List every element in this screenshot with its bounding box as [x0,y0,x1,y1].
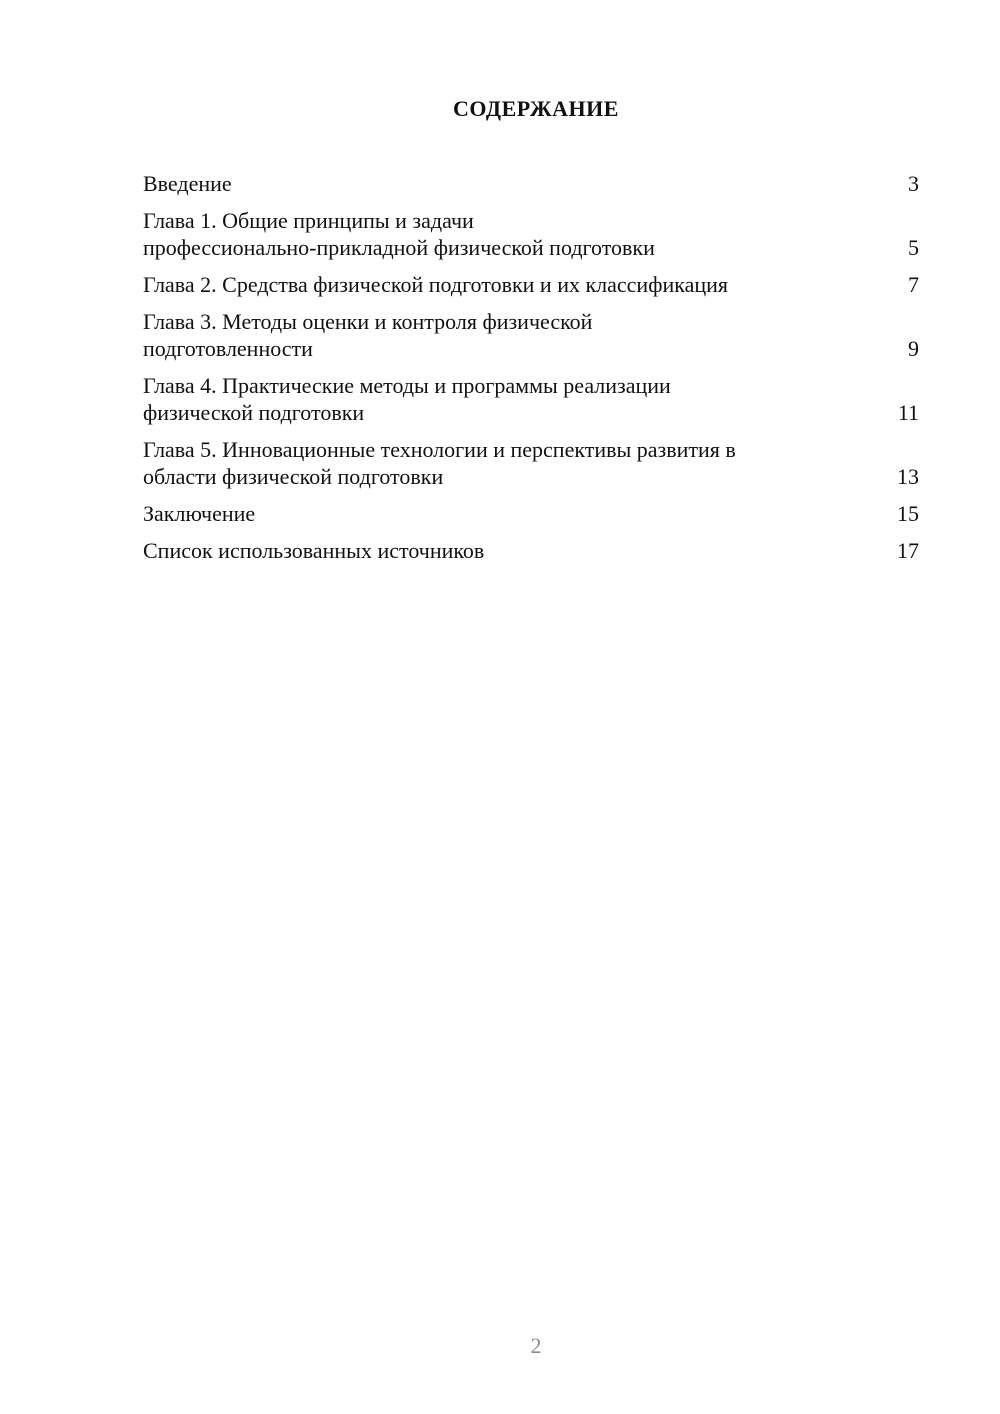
toc-entry-line: Список использованных источников [143,538,485,563]
page-title: СОДЕРЖАНИЕ [453,96,619,121]
toc-entry-line: Глава 5. Инновационные технологии и перспективы развития в [143,437,736,462]
toc-entry-line: Глава 4. Практические методы и программы реализации [143,373,671,398]
toc-entry-line: профессионально-прикладной физической подготовки [143,235,655,260]
toc-entry-chapter-5[interactable] [143,436,919,490]
toc-entry-chapter-1[interactable] [143,207,919,261]
toc-entry-text [143,308,889,362]
toc-entry-line: подготовленности [143,336,313,361]
toc-entry-line: Глава 1. Общие принципы и задачи [143,208,474,233]
toc-entry-page-number: 17 [897,538,919,563]
toc-entry-page-number: 7 [908,272,919,297]
toc-entry-line: Введение [143,171,232,196]
toc-entry-line: Глава 2. Средства физической подготовки и их классификация [143,272,729,297]
toc-entry-line: Заключение [143,501,256,526]
toc-entry-text [143,537,889,564]
toc-entry-text [143,372,889,426]
toc-entry-text [143,436,889,490]
toc-entry-line: области физической подготовки [143,464,444,489]
toc-entry-text [143,500,889,527]
toc-entry-chapter-2[interactable] [143,271,919,298]
page-number: 2 [530,1333,542,1358]
toc-entry-page-number: 9 [908,336,919,361]
table-of-contents [143,170,919,574]
toc-entry-chapter-4[interactable] [143,372,919,426]
toc-entry-text [143,170,889,197]
toc-entry-page-number: 15 [897,501,919,526]
toc-entry-page-number: 13 [897,464,919,489]
toc-entry-references[interactable] [143,537,919,564]
toc-entry-line: Глава 3. Методы оценки и контроля физической [143,309,593,334]
toc-entry-introduction[interactable] [143,170,919,197]
toc-entry-text [143,207,889,261]
toc-entry-text [143,271,889,298]
toc-entry-conclusion[interactable] [143,500,919,527]
toc-entry-page-number: 5 [908,235,919,260]
toc-entry-page-number: 3 [908,171,919,196]
toc-entry-chapter-3[interactable] [143,308,919,362]
toc-entry-line: физической подготовки [143,400,365,425]
toc-entry-page-number: 11 [897,400,919,425]
